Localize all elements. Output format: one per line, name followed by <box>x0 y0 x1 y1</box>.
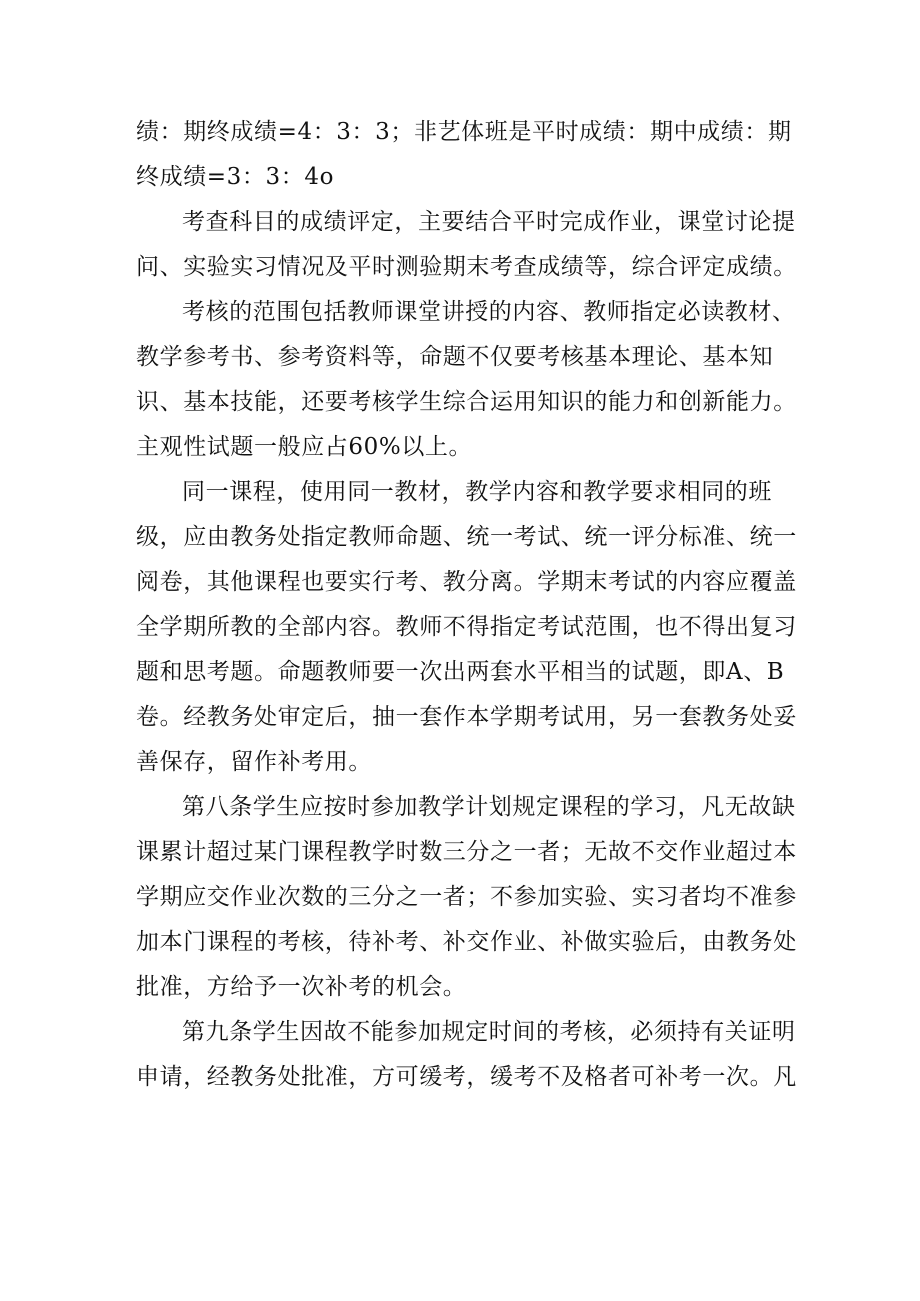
paragraph-3: 考核的范围包括教师课堂讲授的内容、教师指定必读教材、教学参考书、参考资料等，命题不仅要考核基本理论、基本知识、基本技能，还要考核学生综合运用知识的能力和创新能力。主观性试题一般应占60%以上。 <box>136 299 797 460</box>
paragraph-6: 第九条学生因故不能参加规定时间的考核，必须持有关证明申请，经教务处批准，方可缓考，缓考不及格者可补考一次。凡 <box>136 1019 797 1090</box>
paragraph-2: 考查科目的成绩评定，主要结合平时完成作业，课堂讨论提问、实验实习情况及平时测验期末考查成绩等，综合评定成绩。 <box>136 209 797 280</box>
paragraph-5: 第八条学生应按时参加教学计划规定课程的学习，凡无故缺课累计超过某门课程教学时数三分之一者；无故不交作业超过本学期应交作业次数的三分之一者；不参加实验、实习者均不准参加本门课程的考核，待补考、补交作业、补做实验后，由教务处批准，方给予一次补考的机会。 <box>136 794 797 1000</box>
paragraph-4: 同一课程，使用同一教材，教学内容和教学要求相同的班级，应由教务处指定教师命题、统一考试、统一评分标准、统一阅卷，其他课程也要实行考、教分离。学期末考试的内容应覆盖全学期所教的全部内容。教师不得指定考试范围，也不得出复习题和思考题。命题教师要一次出两套水平相当的试题，即A、B卷。经教务处审定后，抽一套作本学期考试用，另一套教务处妥善保存，留作补考用。 <box>136 479 797 775</box>
document-body <box>136 110 806 1100</box>
paragraph-1: 绩：期终成绩=4：3：3；非艺体班是平时成绩：期中成绩：期终成绩=3：3：4o <box>136 119 792 190</box>
